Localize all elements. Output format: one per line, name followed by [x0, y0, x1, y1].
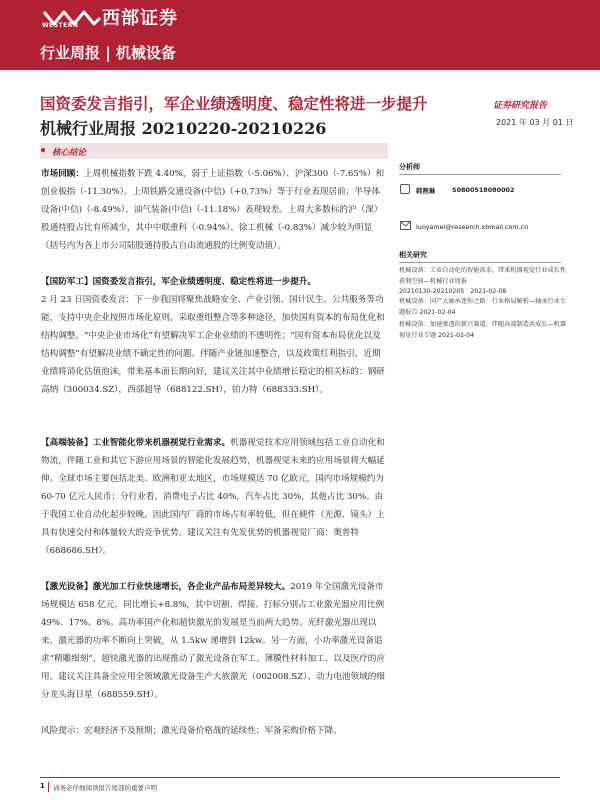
defense-lead: 【国防军工】国资委发言指引，军企业绩透明度、稳定性将进一步提升。: [41, 277, 317, 287]
footer-separator: [48, 782, 49, 792]
market-review-paragraph: [41, 165, 388, 255]
related-report-date: 2021-02-04: [438, 331, 475, 339]
analyst-divider: [399, 174, 561, 175]
risk-paragraph: [41, 722, 388, 740]
analyst-name: 韩煦琳: [416, 187, 436, 195]
core-section-bar: [40, 143, 388, 159]
risk-text: 风险提示：宏观经济不及预期；激光设备价格战的延续性；军备采购价格下降。: [41, 726, 342, 736]
analyst-email[interactable]: luoyamei@research.xbmail.com.cn: [416, 223, 529, 231]
report-date: 2021 年 03 月 01 日: [496, 118, 574, 127]
related-report-item[interactable]: [399, 320, 567, 341]
report-title: 国资委发言指引，军企业绩透明度、稳定性将进一步提升: [40, 95, 428, 113]
laser-lead: 【激光设备】激光加工行业快速增长，各企业产品布局差异较大。: [41, 582, 291, 592]
related-divider: [399, 262, 561, 263]
related-report-item[interactable]: [399, 266, 567, 298]
equipment-lead: 【高端装备】工业智能化带来机器视觉行业需求。: [41, 438, 231, 448]
brand-name: 西部证券: [102, 8, 178, 29]
related-report-title: 机械设备：加速渗透的新兴赛道，伴随高端制造共成长—机器视觉行业专题: [399, 321, 567, 339]
analyst-heading: 分析师: [399, 163, 420, 171]
analyst-cert: S0800518080002: [452, 186, 515, 194]
related-report-title: 机械设备：国产大轴承迷你之路：行业格局解析—轴承行业专题报告: [399, 298, 567, 316]
report-type: 行业周报 | 机械设备: [40, 44, 176, 62]
core-dot-icon: [41, 148, 45, 152]
related-report-date: 20210130-20210205 2021-02-08: [399, 288, 507, 295]
phone-icon: [400, 184, 410, 194]
equipment-text: 机器视觉技术应用领域包括工业自动化和物流，伴随工业和其它下游应用场景的智能化发展趋势，机器视觉未来的应用场景将大幅延伸。全球市场主要包括北美、欧洲和亚太地区，市场规模达 70 亿欧元，国内市场规模约为 60-70 亿元人民币；分行业看，消费电子占比 40%，汽车占比 30%，其他占比 30%。由于我国工业自动化起步较晚，因此国内厂商的市场占有率较低，但在硬件（光源、镜头）上具有快速交付和体量较大的竞争优势。建议关注有先发优势的机器视觉厂商：奥普特（688686.SH）。: [41, 438, 385, 556]
market-review-text: 上周机械指数下跌 4.40%，弱于上证指数（-5.06%）、沪深300（-7.65%）和创业板指（-11.30%）。上周铁路交通设备(中信)（+0.73%）等于行业表现居前；半导体设备(中信)（-8.49%）、油气装备(中信)（-11.18%）表现较差。上周大多数标的沪（深）股通持股占比有所减少，其中中联重科（-0.94%）、徐工机械（-0.83%）减少较为明显（括号内为各上市公司陆股通持股占自由流通股的比例变动值）。: [41, 169, 385, 251]
related-heading: 相关研究: [399, 251, 427, 259]
related-report-title: 机械设备：工业自动化的智能需求，带来机器视觉行业成长性获利空间—机械行业周报: [399, 267, 567, 285]
footer-disclaimer: 请务必仔细阅读报告尾部的重要声明: [53, 784, 157, 792]
related-report-date: 2021-02-04: [419, 308, 456, 316]
mail-icon: [400, 221, 411, 230]
core-section-title: 核心结论: [52, 148, 87, 158]
defense-paragraph: [41, 273, 388, 399]
logo-word: WESTERN: [42, 22, 79, 29]
market-review-lead: 市场回顾：: [41, 169, 84, 179]
equipment-paragraph: [41, 434, 388, 560]
report-subtitle: 机械行业周报 20210220-20210226: [40, 119, 327, 138]
defense-text: 2 月 23 日国资委发言：下一步我国将聚焦战略安全、产业引领、国计民生、公共服务等功能，支持中央企业按照市场化原则，采取重组整合等多种途径，加快国有资本的布局优化和结构调整。“中央企业市场化”有望解决军工企业业绩的不透明性；“国有资本布局优化以及结构调整”有望解决业绩不确定性的问题。伴随产业链加速整合，以及政策红利指引，近期业绩将消化估值泡沫，带来基本面长期向好，建议关注其中业绩增长稳定的相关标的：钢研高纳（300034.SZ），西部超导（688122.SH），铂力特（688333.SH）。: [41, 295, 385, 395]
laser-text: 2019 年全国激光设备市场规模达 658 亿元，同比增长+8.8%，其中切割、焊接、打标分别占工业激光器应用比例 49%、17%、8%。高功率国产化和超快激光的发展是当前两大趋势。光纤激光器出现以来，激光器的功率不断向上突破，从 1.5kw 递增到 12kw。另一方面，小功率激光设备追求“精雕细刻”，超快激光器的出现推动了激光设备在军工、薄膜性材料加工、以及医疗的应用。建议关注具备全应用全领域激光设备生产大族激光（002008.SZ）、动力电池领域的细分龙头海目星（688559.SH）。: [41, 582, 385, 700]
footer-divider: [40, 777, 560, 778]
laser-paragraph: [41, 578, 388, 704]
report-tag: 证券研究报告: [493, 101, 548, 111]
page-number: 1: [40, 782, 45, 790]
related-report-item[interactable]: [399, 297, 567, 318]
